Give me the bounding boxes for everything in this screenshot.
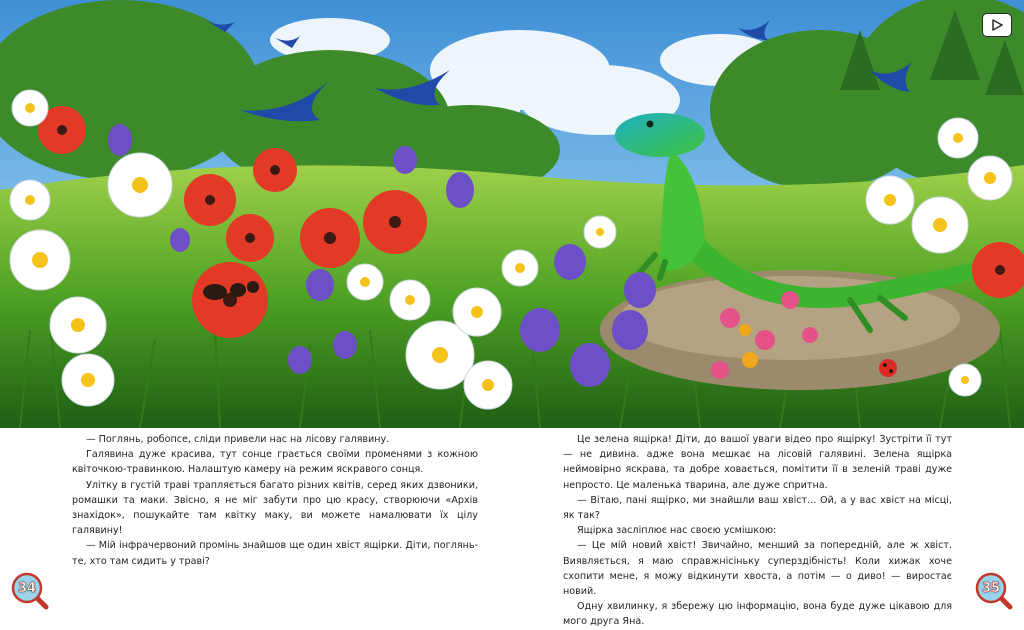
paragraph: Одну хвилинку, я збережу цю інформацію, вона буде дуже цікавою для мого друга Яна.	[563, 601, 952, 628]
play-video-button[interactable]	[982, 13, 1012, 37]
paragraph: — Мій інфрачервоний промінь знайшов ще один хвіст ящірки. Діти, поглянь-те, хто там сидить у траві?	[72, 540, 478, 567]
paragraph: — Поглянь, робопсе, сліди привели нас на лісову галявину.	[86, 434, 390, 445]
paragraph: — Це мій новий хвіст! Звичайно, менший за попередній, але ж хвіст. Виявляється, я маю справжнісіньку суперздібність! Коли хижак хоче схопити мене, я можу відкинути хвоста, а потім — о диво! — виростає новий.	[563, 540, 952, 598]
page-number-left	[10, 571, 50, 611]
paragraph: — Вітаю, пані ящірко, ми знайшли ваш хвіст... Ой, а у вас хвіст на місці, як так?	[563, 494, 952, 522]
paragraph: Це зелена ящірка! Діти, до вашої уваги відео про ящірку! Зустріти її тут — не дивина. адже вона мешкає на лісовій галявині. Зелена ящірка неймовірно яскрава, та добре ховається, помітити її в зеленій траві дуже непросто. Це маленька тварина, але дуже спритна.	[563, 434, 952, 491]
paragraph: Ящірка засліплює нас своєю усмішкою:	[577, 525, 777, 537]
page-number-text: 35	[981, 580, 1001, 596]
page-number-text: 34	[17, 580, 37, 596]
paragraph: Галявина дуже красива, тут сонце грається своїми променями з кожною квіточкою-травинкою. Налаштую камеру на режим яскравого сонця.	[72, 449, 478, 476]
page-number-right	[974, 571, 1014, 611]
right-text-column	[563, 432, 952, 630]
paragraph: Улітку в густій траві трапляється багато різних квітів, серед яких дзвоники, ромашки та маки. Звісно, я не міг забути про цю красу, створюючи «Архів знахідок», пошукайте там квітку маку, ви можете намалювати їх цілу галявину!	[72, 479, 478, 537]
play-icon	[991, 16, 1003, 35]
left-text-column	[72, 432, 478, 569]
